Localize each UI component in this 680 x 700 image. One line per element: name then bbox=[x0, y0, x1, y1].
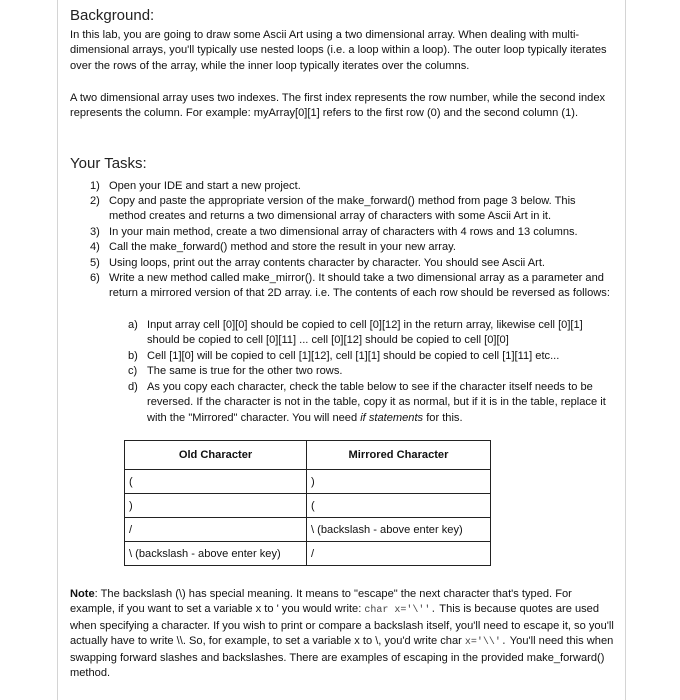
subtask-text: Input array cell [0][0] should be copied to cell [0][12] in the return array, likewise cell [0][1] should be copied to cell [0][11] ... cell [0][12] should be copied to cell [0][0] bbox=[147, 319, 583, 347]
subtask-letter: b) bbox=[128, 350, 138, 362]
table-cell: \ (backslash - above enter key) bbox=[125, 542, 307, 566]
table-cell: ( bbox=[125, 470, 307, 494]
table-header: Mirrored Character bbox=[307, 441, 491, 470]
table-cell: ) bbox=[307, 470, 491, 494]
task-number: 2) bbox=[90, 195, 100, 207]
task-text: Write a new method called make_mirror(). It should take a two dimensional array as a parameter and return a mirrored version of that 2D array. i.e. The contents of each row should be reversed as follows: bbox=[109, 272, 610, 300]
table-cell: ( bbox=[307, 494, 491, 518]
table-cell: ) bbox=[125, 494, 307, 518]
subtask-text bbox=[147, 380, 607, 426]
table-header-row bbox=[125, 441, 491, 470]
mirror-character-table bbox=[124, 440, 491, 566]
subtask-text-italic: if statements bbox=[360, 411, 424, 424]
subtask-letter: d) bbox=[128, 381, 138, 393]
task-text: Call the make_forward() method and store the result in your new array. bbox=[109, 241, 456, 253]
table-cell: \ (backslash - above enter key) bbox=[307, 518, 491, 542]
table-row bbox=[125, 518, 491, 542]
task-number: 3) bbox=[90, 226, 100, 238]
tasks-heading: Your Tasks: bbox=[70, 155, 147, 172]
task-text: Using loops, print out the array contents character by character. You should see Ascii Art. bbox=[109, 257, 545, 269]
note-paragraph bbox=[70, 587, 615, 681]
note-text: This is because quotes are used when specifying a character. If you wish to print or compare a backslash itself, you'll need to escape it, so you'll actually have to write \\. So, for example, to set a variable x to \, you'd write char bbox=[70, 603, 614, 648]
note-code: x='\\'. bbox=[464, 637, 507, 649]
task-text: In your main method, create a two dimensional array of characters with 4 rows and 13 columns. bbox=[109, 226, 578, 238]
table-cell: / bbox=[307, 542, 491, 566]
subtask-letter: a) bbox=[128, 319, 138, 331]
task-number: 5) bbox=[90, 257, 100, 269]
note-text: You'll need this when swapping forward slashes and backslashes. There are examples of escaping in the provided make_forward() method. bbox=[70, 635, 614, 680]
task-text: Open your IDE and start a new project. bbox=[109, 180, 301, 192]
task-number: 1) bbox=[90, 180, 100, 192]
background-heading: Background: bbox=[70, 7, 155, 24]
table-row bbox=[125, 494, 491, 518]
table-header: Old Character bbox=[125, 441, 307, 470]
note-code: char x='\''. bbox=[364, 605, 437, 617]
subtask-text-part: for this. bbox=[423, 411, 463, 424]
table-row bbox=[125, 470, 491, 494]
background-paragraph-1: In this lab, you are going to draw some Ascii Art using a two dimensional array. When dealing with multi-dimensional arrays, you'll typically use nested loops (i.e. a loop within a loop). The outer loop typically iterates over the rows of the array, while the inner loop typically iterates over the columns. bbox=[70, 29, 607, 72]
subtask-text: The same is true for the other two rows. bbox=[147, 365, 343, 377]
subtask-text: Cell [1][0] will be copied to cell [1][12], cell [1][1] should be copied to cell [1][11] etc... bbox=[147, 350, 560, 362]
table-row bbox=[125, 542, 491, 566]
task-number: 4) bbox=[90, 241, 100, 253]
note-label: Note bbox=[70, 588, 95, 600]
background-paragraph-2: A two dimensional array uses two indexes. The first index represents the row number, while the second index represents the column. For example: myArray[0][1] refers to the first row (0) and the second column (1). bbox=[70, 92, 606, 120]
note-text: : The backslash (\) has special meaning. It means to "escape" the next character that's typed. For example, if you want to set a variable x to ' you would write: bbox=[70, 588, 572, 616]
subtask-text-part: As you copy each character, check the table below to see if the character itself needs to be reversed. If the character is not in the table, copy it as normal, but if it is in the table, replace it with the "Mirrored" character. You will need bbox=[147, 381, 606, 424]
table-cell: / bbox=[125, 518, 307, 542]
task-text: Copy and paste the appropriate version of the make_forward() method from page 3 below. This method creates and returns a two dimensional array of characters with some Ascii Art in it. bbox=[109, 195, 576, 223]
subtask-letter: c) bbox=[128, 365, 138, 377]
task-number: 6) bbox=[90, 272, 100, 284]
